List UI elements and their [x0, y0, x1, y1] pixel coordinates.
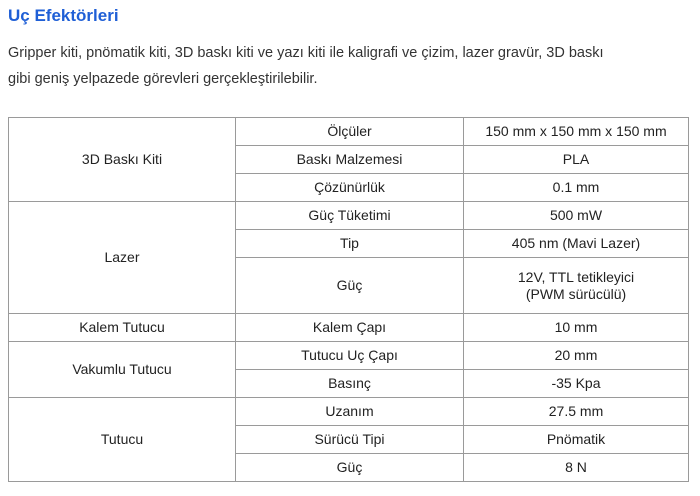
param-cell: Çözünürlük [236, 174, 464, 202]
table-row [9, 118, 689, 146]
group-name-laser: Lazer [9, 202, 236, 314]
value-cell [464, 258, 689, 314]
value-cell: 10 mm [464, 314, 689, 342]
param-cell: Kalem Çapı [236, 314, 464, 342]
group-name-vacuum-gripper: Vakumlu Tutucu [9, 342, 236, 398]
param-cell: Güç [236, 454, 464, 482]
table-row [9, 398, 689, 426]
param-cell: Uzanım [236, 398, 464, 426]
value-line-1: 12V, TTL tetikleyici [517, 268, 635, 285]
value-line-2: (PWM sürücülü) [525, 285, 627, 302]
table-row [9, 202, 689, 230]
value-cell: 405 nm (Mavi Lazer) [464, 230, 689, 258]
table-row [9, 314, 689, 342]
value-cell: 500 mW [464, 202, 689, 230]
param-cell: Baskı Malzemesi [236, 146, 464, 174]
param-cell: Güç Tüketimi [236, 202, 464, 230]
section-description [8, 40, 688, 92]
param-cell: Güç [236, 258, 464, 314]
value-cell: -35 Kpa [464, 370, 689, 398]
param-cell: Basınç [236, 370, 464, 398]
group-name-3d-print-kit: 3D Baskı Kiti [9, 118, 236, 202]
description-line-2: gibi geniş yelpazede görevleri gerçekleştirilebilir. [8, 71, 318, 87]
param-cell: Tutucu Uç Çapı [236, 342, 464, 370]
value-cell: PLA [464, 146, 689, 174]
param-cell: Ölçüler [236, 118, 464, 146]
value-cell: 0.1 mm [464, 174, 689, 202]
section-title: Uç Efektörleri [8, 6, 119, 25]
value-cell: 8 N [464, 454, 689, 482]
table-row [9, 342, 689, 370]
group-name-gripper: Tutucu [9, 398, 236, 482]
group-name-pen-holder: Kalem Tutucu [9, 314, 236, 342]
param-cell: Tip [236, 230, 464, 258]
value-cell: 20 mm [464, 342, 689, 370]
description-line-1: Gripper kiti, pnömatik kiti, 3D baskı kiti ve yazı kiti ile kaligrafi ve çizim, lazer gravür, 3D baskı [8, 45, 604, 61]
value-cell: 27.5 mm [464, 398, 689, 426]
value-cell: 150 mm x 150 mm x 150 mm [464, 118, 689, 146]
param-cell: Sürücü Tipi [236, 426, 464, 454]
end-effector-spec-table [8, 117, 689, 482]
value-cell: Pnömatik [464, 426, 689, 454]
